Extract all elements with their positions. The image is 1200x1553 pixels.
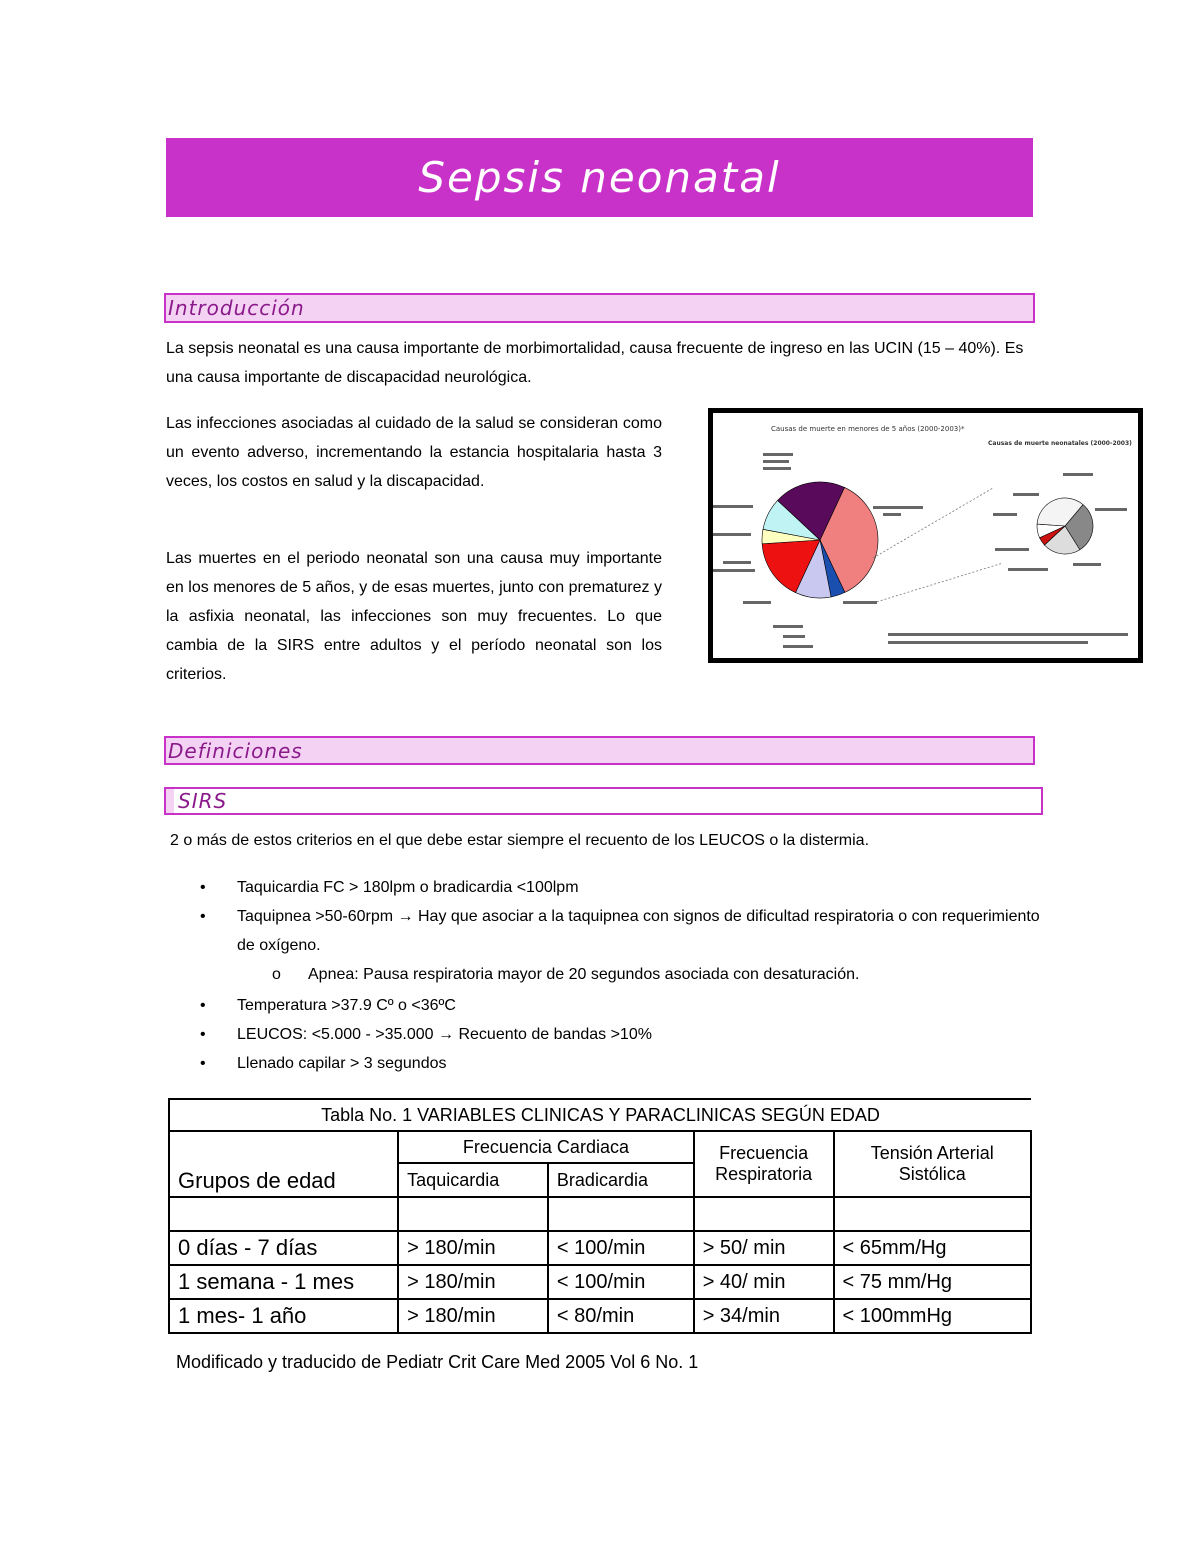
table-cell	[694, 1197, 834, 1231]
pie-label-blur	[763, 453, 793, 456]
header-resp-rate	[694, 1131, 834, 1197]
left-pie-title: Causas de muerte en menores de 5 años (2000-2003)*	[771, 425, 965, 433]
table-row	[169, 1299, 1031, 1333]
bp-cell: < 65mm/Hg	[834, 1231, 1031, 1265]
header-bp-line2: Sistólica	[898, 1164, 966, 1184]
bullet: •	[200, 1026, 206, 1043]
header-bradycardia: Bradicardia	[548, 1163, 694, 1197]
pie-label-blur	[713, 533, 751, 536]
header-blood-pressure	[834, 1131, 1031, 1197]
bullet: •	[200, 879, 206, 896]
age-cell: 1 semana - 1 mes	[169, 1265, 398, 1299]
pie-label-blur	[713, 505, 753, 508]
table-caption: Modificado y traducido de Pediatr Crit Care Med 2005 Vol 6 No. 1	[176, 1352, 699, 1372]
pie-label-blur	[843, 601, 877, 604]
header-bp-line1: Tensión Arterial	[870, 1143, 994, 1163]
pie-charts-image	[713, 413, 1138, 658]
pie-label-blur	[1013, 493, 1039, 496]
table-title: Tabla No. 1 VARIABLES CLINICAS Y PARACLINICAS SEGÚN EDAD	[169, 1099, 1031, 1131]
pie-label-blur	[1008, 568, 1048, 571]
definitions-heading: Definiciones	[164, 736, 1035, 765]
pie-label-blur	[783, 635, 805, 638]
age-cell: 0 días - 7 días	[169, 1231, 398, 1265]
bullet: •	[200, 908, 206, 925]
table-cell	[548, 1197, 694, 1231]
criteria-item	[200, 1020, 1040, 1049]
pie-label-blur	[995, 548, 1029, 551]
criteria-item	[200, 1049, 1040, 1078]
pie-label-blur	[713, 569, 755, 572]
pie-label-blur	[873, 506, 923, 509]
intro-paragraph-2: Las infecciones asociadas al cuidado de la salud se consideran como un evento adverso, incrementando la estancia hospitalaria hasta 3 veces, los costos en salud y la discapacidad.	[166, 415, 662, 490]
criteria-text: LEUCOS: <5.000 - >35.000 → Recuento de bandas >10%	[237, 1026, 652, 1043]
pie-label-blur	[888, 633, 1128, 636]
pie-label-blur	[723, 561, 751, 564]
right-pie-title: Causas de muerte neonatales (2000-2003)	[988, 440, 1132, 447]
pie-label-blur	[783, 645, 813, 648]
table-cell	[169, 1197, 398, 1231]
sirs-criteria-list	[200, 873, 1040, 1078]
intro-paragraph-3: Las muertes en el periodo neonatal son una causa muy importante en los menores de 5 años, y de esas muertes, junto con prematurez y la asfixia neonatal, las infecciones son muy frecuentes. Lo que cambia de la SIRS entre adultos y el período neonatal son los criterios.	[166, 550, 662, 683]
pie-label-blur	[773, 625, 803, 628]
tachy-cell: > 180/min	[398, 1265, 548, 1299]
bp-cell: < 100mmHg	[834, 1299, 1031, 1333]
brady-cell: < 80/min	[548, 1299, 694, 1333]
pie-label-blur	[763, 467, 791, 470]
header-age-group: Grupos de edad	[169, 1131, 398, 1197]
criteria-subitem	[200, 960, 1040, 989]
resp-cell: > 34/min	[694, 1299, 834, 1333]
tachy-cell: > 180/min	[398, 1299, 548, 1333]
tachy-cell: > 180/min	[398, 1231, 548, 1265]
mortality-pie-figure	[708, 408, 1143, 663]
table-cell	[834, 1197, 1031, 1231]
age-cell: 1 mes- 1 año	[169, 1299, 398, 1333]
title-banner	[166, 138, 1033, 217]
bullet: •	[200, 997, 206, 1014]
resp-cell: > 50/ min	[694, 1231, 834, 1265]
sirs-heading: SIRS	[178, 789, 228, 813]
pie-label-blur	[883, 513, 901, 516]
header-heart-rate: Frecuencia Cardiaca	[398, 1131, 694, 1163]
connector-line	[873, 563, 1003, 603]
connector-line	[873, 488, 993, 558]
criteria-text: Temperatura >37.9 Cº o <36ºC	[237, 997, 456, 1014]
resp-cell: > 40/ min	[694, 1265, 834, 1299]
header-resp-rate-line1: Frecuencia	[719, 1143, 809, 1163]
criteria-text: Taquicardia FC > 180lpm o bradicardia <100lpm	[237, 879, 579, 896]
criteria-text: Taquipnea >50-60rpm → Hay que asociar a la taquipnea con signos de dificultad respiratoria o con requerimiento de oxígeno.	[237, 908, 1040, 954]
sirs-intro: 2 o más de estos criterios en el que debe estar siempre el recuento de los LEUCOS o la distermia.	[170, 832, 870, 849]
sirs-heading-marker	[166, 789, 174, 813]
header-resp-rate-line2: Respiratoria	[715, 1164, 813, 1184]
bp-cell: < 75 mm/Hg	[834, 1265, 1031, 1299]
bullet: o	[272, 966, 281, 983]
criteria-text: Llenado capilar > 3 segundos	[237, 1055, 447, 1072]
table-row	[169, 1265, 1031, 1299]
intro-heading: Introducción	[164, 293, 1035, 323]
criteria-item	[200, 991, 1040, 1020]
brady-cell: < 100/min	[548, 1231, 694, 1265]
pie-label-blur	[888, 641, 1088, 644]
pie-label-blur	[1073, 563, 1101, 566]
table-row	[169, 1231, 1031, 1265]
criteria-item	[200, 902, 1040, 960]
bullet: •	[200, 1055, 206, 1072]
table-row-empty	[169, 1197, 1031, 1231]
pie-label-blur	[743, 601, 771, 604]
pie-label-blur	[1063, 473, 1093, 476]
page-title: Sepsis neonatal	[418, 153, 781, 202]
criteria-text: Apnea: Pausa respiratoria mayor de 20 segundos asociada con desaturación.	[308, 966, 860, 983]
sirs-heading-box	[164, 787, 1043, 815]
clinical-variables-table	[168, 1098, 1032, 1334]
brady-cell: < 100/min	[548, 1265, 694, 1299]
pie-label-blur	[993, 513, 1017, 516]
intro-paragraph-1: La sepsis neonatal es una causa importante de morbimortalidad, causa frecuente de ingreso en las UCIN (15 – 40%). Es una causa importante de discapacidad neurológica.	[166, 340, 1024, 386]
criteria-item	[200, 873, 1040, 902]
table-cell	[398, 1197, 548, 1231]
under5-pie	[762, 482, 878, 598]
header-tachycardia: Taquicardia	[398, 1163, 548, 1197]
neonatal-pie	[1037, 498, 1093, 554]
pie-label-blur	[1095, 508, 1127, 511]
pie-label-blur	[763, 460, 789, 463]
